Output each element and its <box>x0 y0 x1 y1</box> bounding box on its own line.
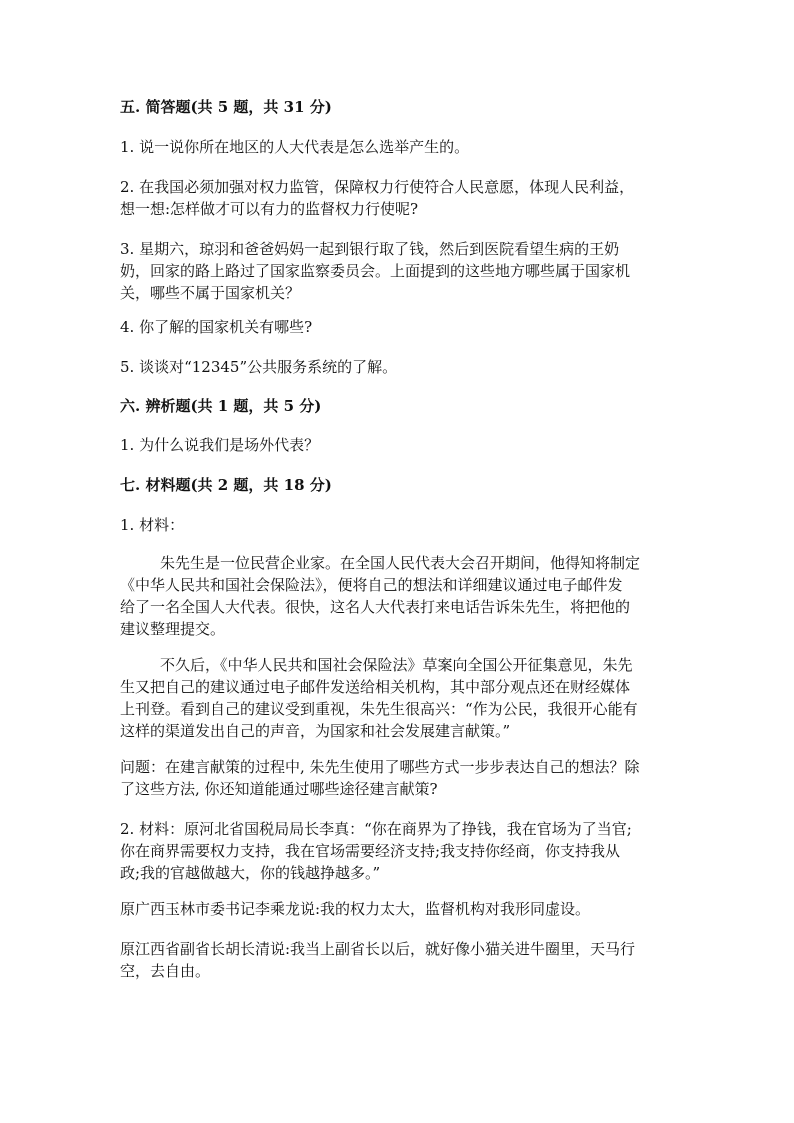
material-1-para-1-line-4: 建议整理提交。 <box>120 620 226 638</box>
question-5-3-line-3: 关，哪些不属于国家机关？ <box>120 284 301 302</box>
question-5-5: 5. 谈谈对“12345”公共服务系统的了解。 <box>120 358 398 376</box>
material-1-question-line-2: 了这些方法, 你还知道能通过哪些途径建言献策? <box>120 780 438 798</box>
material-1-para-1-line-1: 朱先生是一位民营企业家。在全国人民代表大会召开期间，他得知将制定 <box>160 554 641 572</box>
question-5-2-line-1: 2. 在我国必须加强对权力监管，保障权力行使符合人民意愿，体现人民利益， <box>120 178 635 196</box>
material-1-para-1-line-2: 《中华人民共和国社会保险法》，便将自己的想法和详细建议通过电子邮件发 <box>120 576 623 594</box>
material-2-line-3: 政;我的官越做越大，你的钱越挣越多。” <box>120 864 381 882</box>
material-2-para-2: 原广西玉林市委书记李乘龙说:我的权力太大，监督机构对我形同虚设。 <box>120 900 591 918</box>
question-5-4: 4. 你了解的国家机关有哪些? <box>120 318 313 336</box>
material-1-para-2-line-4: 这样的渠道发出自己的声音，为国家和社会发展建言献策。” <box>120 722 511 740</box>
material-1-para-2-line-2: 生又把自己的建议通过电子邮件发送给相关机构，其中部分观点还在财经媒体 <box>120 678 631 696</box>
question-6-1: 1. 为什么说我们是场外代表？ <box>120 436 320 454</box>
material-2-line-2: 你在商界需要权力支持，我在官场需要经济支持;我支持你经商，你支持我从 <box>120 842 621 860</box>
question-5-3-line-1: 3. 星期六，琼羽和爸爸妈妈一起到银行取了钱，然后到医院看望生病的王奶 <box>120 240 620 258</box>
question-5-1: 1. 说一说你所在地区的人大代表是怎么选举产生的。 <box>120 138 470 156</box>
material-1-para-1-line-3: 给了一名全国人大代表。很快，这名人大代表打来电话告诉朱先生，将把他的 <box>120 598 631 616</box>
material-1-para-2-line-1: 不久后，《中华人民共和国社会保险法》草案向全国公开征集意见，朱先 <box>160 656 633 674</box>
section-7-heading: 七. 材料题(共 2 题，共 18 分) <box>120 476 332 494</box>
material-2-para-3-line-1: 原江西省副省长胡长清说:我当上副省长以后，就好像小猫关进牛圈里，天马行 <box>120 940 636 958</box>
section-6-heading: 六. 辨析题(共 1 题，共 5 分) <box>120 397 322 415</box>
material-2-para-3-line-2: 空，去自由。 <box>120 962 211 980</box>
material-2-line-1: 2. 材料：原河北省国税局局长李真：“你在商界为了挣钱，我在官场为了当官; <box>120 820 632 838</box>
question-5-2-line-2: 想一想:怎样做才可以有力的监督权力行使呢? <box>120 200 419 218</box>
material-1-para-2-line-3: 上刊登。看到自己的建议受到重视，朱先生很高兴：“作为公民，我很开心能有 <box>120 700 638 718</box>
section-5-heading: 五. 简答题(共 5 题，共 31 分) <box>120 98 332 116</box>
question-5-3-line-2: 奶，回家的路上路过了国家监察委员会。上面提到的这些地方哪些属于国家机 <box>120 262 631 280</box>
material-1-question-line-1: 问题：在建言献策的过程中, 朱先生使用了哪些方式一步步表达自己的想法？除 <box>120 758 640 776</box>
material-1-label: 1. 材料： <box>120 516 185 534</box>
